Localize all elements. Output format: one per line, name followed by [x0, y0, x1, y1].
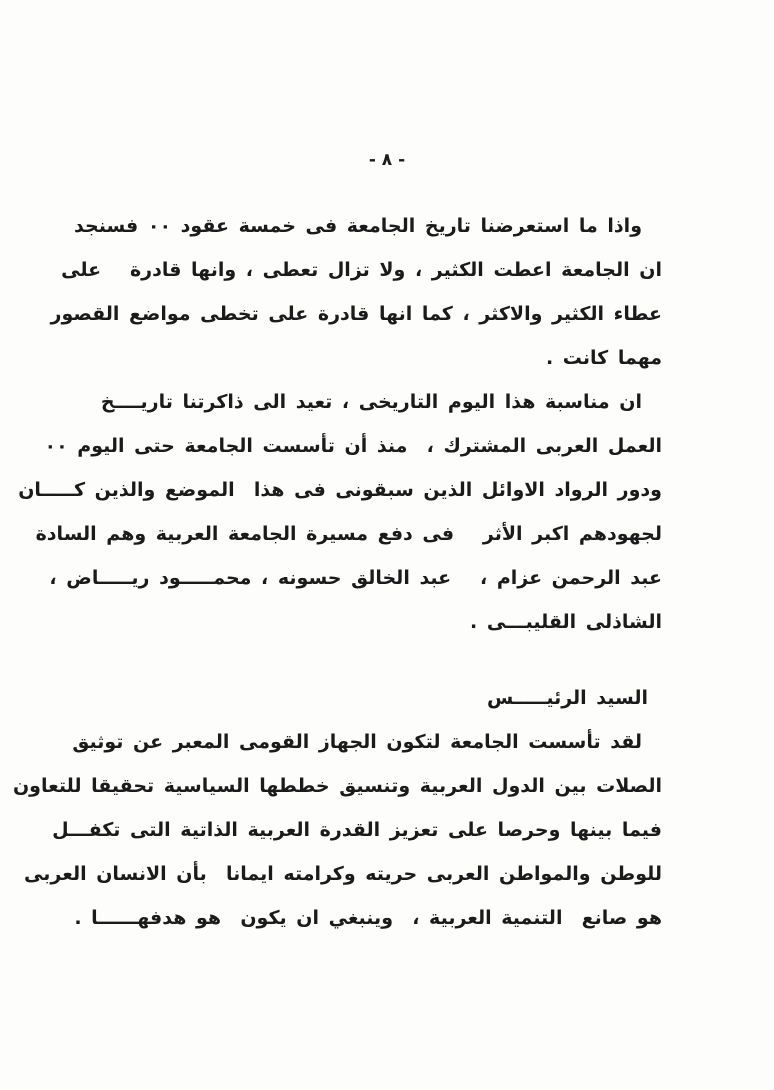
text-line: الصلات بين الدول العربية وتنسيق خططها السياسية تحقيقا للتعاون — [12, 775, 662, 797]
text-line: للوطن والمواطن العربى حريته وكرامته ايمانا بأن الانسان العربى — [24, 863, 662, 885]
text-line: عطاء الكثير والاكثر ، كما انها قادرة على تخطى مواضع القصور — [50, 303, 662, 325]
text-line: فيما بينها وحرصا على تعزيز القدرة العربية الذاتية التى تكفـــل — [52, 819, 662, 841]
paragraph-2 — [18, 380, 662, 644]
text-line: عبد الرحمن عزام ، عبد الخالق حسونه ، محمـــــود ريـــــاض ، — [49, 567, 662, 589]
text-line: العمل العربى المشترك ، منذ أن تأسست الجامعة حتى اليوم ٠٠ — [44, 435, 662, 457]
page-number: - ٨ - — [368, 150, 406, 170]
text-line: لقد تأسست الجامعة لتكون الجهاز القومى المعبر عن توثيق — [72, 731, 642, 753]
text-line: ان مناسبة هذا اليوم التاريخى ، تعيد الى ذاكرتنا تاريــــخ — [100, 391, 642, 413]
text-line: ودور الرواد الاوائل الذين سبقونى فى هذا الموضع والذين كـــــان — [18, 479, 662, 501]
text-line: مهما كانت . — [545, 347, 662, 369]
section-heading: السيد الرئيـــــس — [486, 687, 648, 709]
paragraph-1 — [50, 204, 662, 380]
text-line: ان الجامعة اعطت الكثير ، ولا تزال تعطى ، وانها قادرة على — [61, 259, 662, 281]
text-line: هو صانع التنمية العربية ، وينبغي ان يكون هو هدفهــــــا . — [74, 907, 662, 929]
paragraph-3 — [12, 720, 662, 940]
body-text — [12, 204, 662, 940]
text-line: الشاذلى القليبـــى . — [470, 611, 662, 633]
text-line: لجهودهم اكبر الأثر فى دفع مسيرة الجامعة العربية وهم السادة — [35, 523, 662, 545]
text-line: واذا ما استعرضنا تاريخ الجامعة فى خمسة عقود ٠٠ فسنجد — [74, 215, 642, 237]
